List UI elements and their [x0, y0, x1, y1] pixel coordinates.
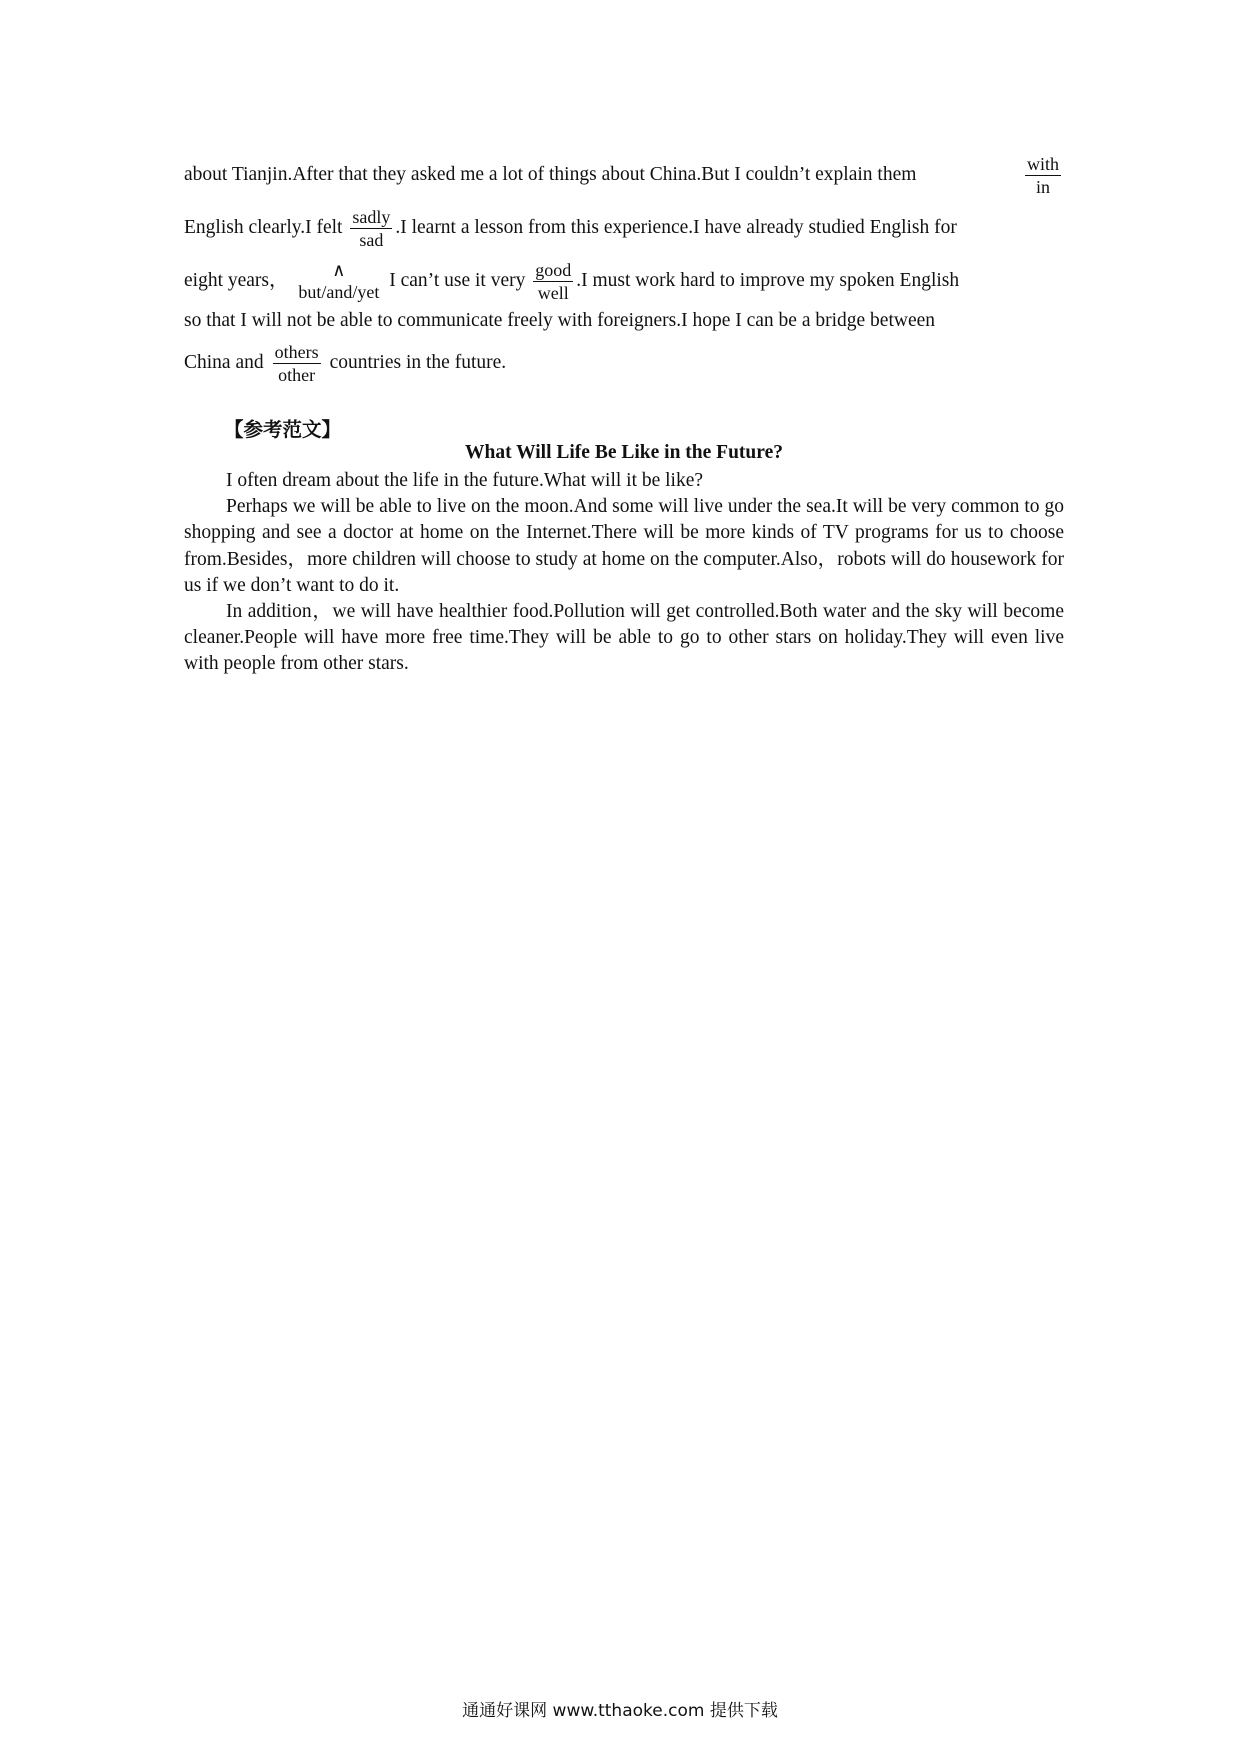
correction-mark-sadly-sad	[351, 206, 391, 251]
reference-label: 【参考范文】	[224, 418, 342, 441]
correction-line-1	[184, 148, 1064, 202]
correction-line-4	[184, 308, 1064, 334]
correction-old-word: sad	[359, 229, 384, 250]
line-text: .I learnt a lesson from this experience.I have already studied English for	[395, 216, 957, 238]
correction-line-5	[184, 336, 1064, 390]
line-text: eight years，	[184, 269, 289, 291]
essay-paragraph: Perhaps we will be able to live on the moon.And some will live under the sea.It will be very common to go shopping and see a doctor at home on the Internet.There will be more kinds of TV programs for us to choose from.Besides，more children will choose to study at home on the computer.Also，robots will do housework for us if we don’t want to do it.	[184, 496, 1064, 596]
correction-old-word: well	[537, 282, 569, 303]
correction-line-2	[184, 202, 1064, 254]
line-text: about Tianjin.After that they asked me a lot of things about China.But I couldn’t explain them	[184, 164, 917, 185]
line-text: China and	[184, 352, 264, 373]
line-text: .I must work hard to improve my spoken English	[576, 269, 960, 291]
essay-paragraph: I often dream about the life in the future.What will it be like?	[226, 470, 704, 491]
page-footer: 通通好课网 www.tthaoke.com 提供下载	[462, 1701, 778, 1721]
correction-passage	[184, 148, 1064, 390]
correction-mark-others-other	[274, 341, 320, 386]
line-text: English clearly.I felt	[184, 216, 343, 238]
correction-mark-with-in	[1026, 153, 1060, 198]
correction-inserted-word: but/and/yet	[298, 282, 380, 302]
line-text: I can’t use it very	[389, 269, 526, 291]
essay-body	[184, 468, 1064, 678]
correction-new-word: others	[274, 341, 319, 362]
correction-new-word: sadly	[352, 206, 391, 227]
correction-new-word: with	[1026, 153, 1059, 174]
line-text: countries in the future.	[329, 352, 507, 373]
correction-line-3	[184, 254, 1064, 308]
correction-old-word: other	[278, 364, 316, 385]
correction-old-word: in	[1035, 176, 1050, 197]
correction-mark-good-well	[534, 259, 572, 304]
insert-caret-icon: ∧	[332, 260, 346, 280]
essay-title: What Will Life Be Like in the Future?	[465, 442, 783, 463]
essay-paragraph: In addition，we will have healthier food.Pollution will get controlled.Both water and the sky will become cleaner.People will have more free time.They will be able to go to other stars on holiday.They will even live with people from other stars.	[184, 601, 1064, 675]
line-text: so that I will not be able to communicate freely with foreigners.I hope I can be a bridge between	[184, 310, 936, 331]
correction-mark-insert	[297, 259, 380, 303]
correction-new-word: good	[535, 259, 572, 280]
